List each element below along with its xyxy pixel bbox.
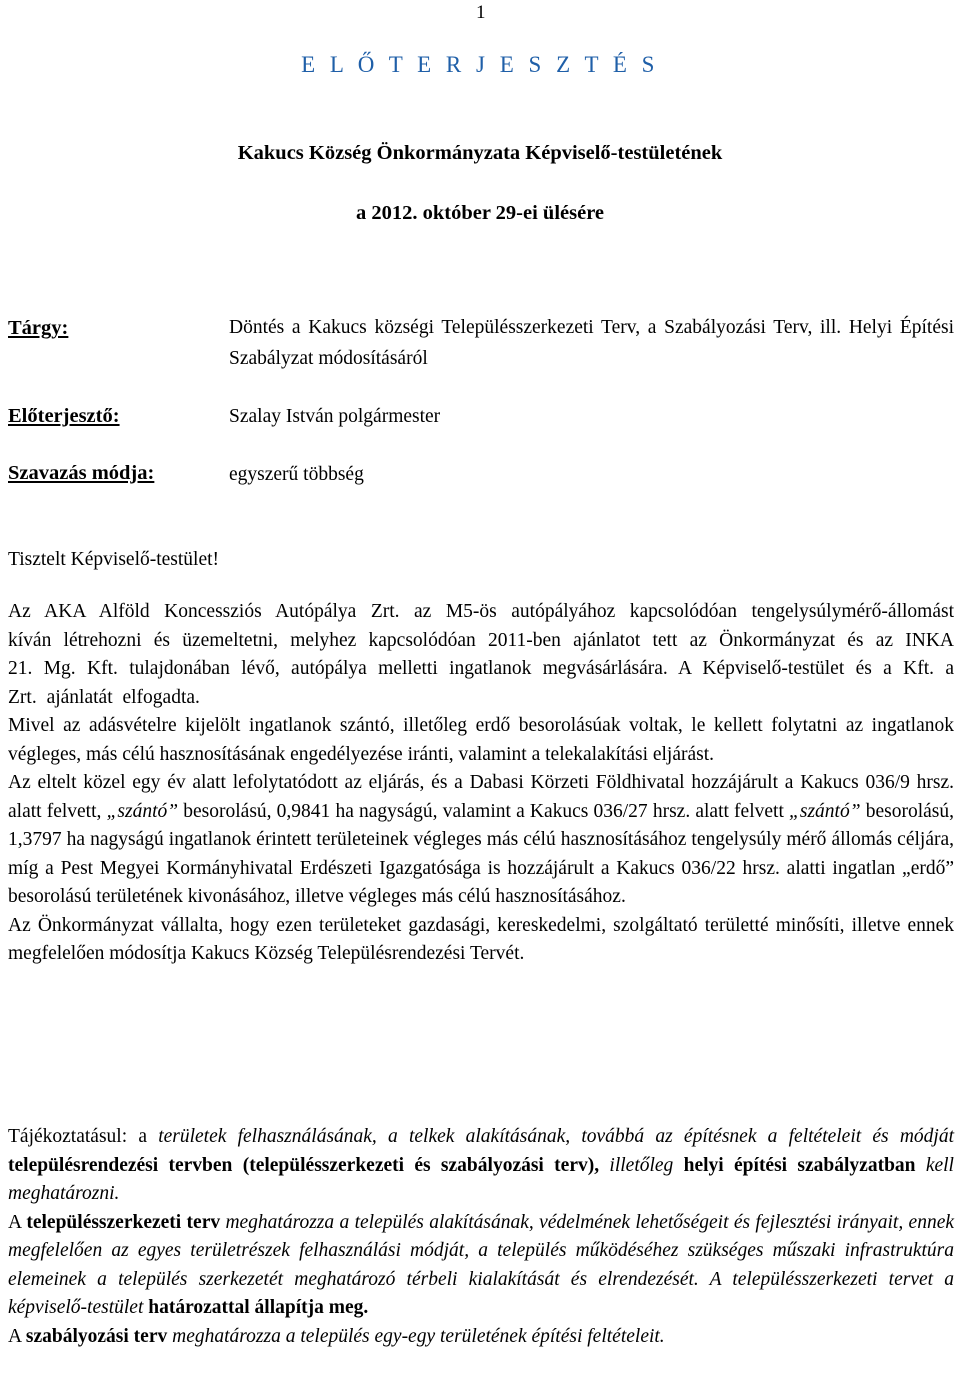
paragraph-approvals	[8, 769, 954, 912]
greeting: Tisztelt Képviselő-testület!	[8, 549, 220, 570]
approvals-quote-2: „szántó”	[789, 800, 861, 822]
paragraph-info-1	[8, 1123, 954, 1209]
paragraph-info-3	[8, 1323, 954, 1352]
presenter-label: Előterjesztő:	[8, 405, 120, 427]
info-3-a: A	[8, 1325, 26, 1347]
subject-value: Döntés a Kakucs községi Településszerkezeti Terv, a Szabályozási Terv, ill. Helyi Építési Szabályzat módosításáról	[229, 317, 954, 369]
info-2-c: meghatározza a település alakításának, védelmének lehetőségeit és fejlesztési irányait, ennek megfelelően az egyes területrészek felhasználási módját, a település működéséhez szükséges műszaki infrastruktúra elemeinek a település szerkezetét meghatározó térbeli kialakítását és elrendezését. A településszerkezeti tervet a képviselő-testület	[8, 1211, 954, 1318]
approvals-text-1: Az eltelt közel egy év alatt lefolytatódott az eljárás, és a Dabasi Körzeti Földhivatal hozzájárult a Kakucs 036/9 hrsz. alatt felvett,	[8, 772, 954, 822]
paragraph-info-2	[8, 1209, 954, 1323]
page-number: 1	[476, 2, 486, 23]
info-1-f: kell meghatározni.	[8, 1154, 954, 1204]
main-text	[8, 598, 954, 969]
info-2-a: A	[8, 1211, 27, 1233]
info-2-b: településszerkezeti terv	[26, 1211, 221, 1233]
info-1-b: területek felhasználásának, a telkek alakításának, továbbá az építésnek a feltételeit és módját	[158, 1126, 954, 1147]
paragraph-proposal: Az AKA Alföld Koncessziós Autópálya Zrt. az M5-ös autópályához kapcsolódóan tengelysúlymérő-állomást kíván létrehozni és üzemeltetni, melyhez kapcsolódóan 2011-ben ajánlatot tett az Önkormányzat és az INKA 21. Mg. Kft. tulajdonában lévő, autópálya melletti ingatlanok megvásárlására. A Képviselő-testület és a Kft. a Zrt. ajánlatát elfogadta.	[8, 601, 954, 708]
voting-method-label: Szavazás módja:	[8, 462, 155, 484]
paragraph-commitment: Az Önkormányzat vállalta, hogy ezen területeket gazdasági, kereskedelmi, szolgáltató területté minősíti, illetve ennek megfelelően módosítja Kakucs Község Településrendezési Tervét.	[8, 914, 954, 964]
document-subtitle-addressee: Kakucs Község Önkormányzata Képviselő-testületének	[237, 142, 723, 164]
info-2-d: határozattal állapítja meg.	[148, 1297, 369, 1318]
info-text	[8, 1123, 954, 1351]
voting-method-value: egyszerű többség	[229, 464, 364, 485]
info-1-d: illetőleg	[599, 1154, 684, 1176]
document-subtitle-meeting-date: a 2012. október 29-ei ülésére	[355, 202, 605, 224]
subject-label: Tárgy:	[8, 317, 69, 339]
info-1-a: Tájékoztatásul: a	[8, 1126, 159, 1147]
info-1-e: helyi építési szabályzatban	[683, 1154, 916, 1176]
paragraph-procedure: Mivel az adásvételre kijelölt ingatlanok szántó, illetőleg erdő besorolásúak voltak, le kellett folytatni az ingatlanok végleges, más célú hasznosításának engedélyezése iránti, valamint a telekalakítási eljárást.	[8, 715, 954, 765]
approvals-text-2: besorolású, 0,9841 ha nagyságú, valamint a Kakucs 036/27 hrsz. alatt felvett	[178, 800, 790, 822]
approvals-quote-1: „szántó”	[106, 800, 179, 822]
info-3-b: szabályozási terv	[25, 1325, 168, 1347]
approvals-text-3: besorolású, 1,3797 ha nagyságú ingatlanok érintett területeinek végleges más célú hasznosításához tengelysúly mérő állomás céljára, míg a Pest Megyei Kormányhivatal Erdészeti Igazgatósága is hozzájárult a Kakucs 036/22 hrsz. alatti ingatlan „erdő” besorolású területének kivonásához, illetve végleges más célú hasznosításához.	[8, 800, 955, 907]
info-1-c: településrendezési tervben (településszerkezeti és szabályozási terv),	[8, 1154, 600, 1176]
info-3-c: meghatározza a település egy-egy területének építési feltételeit.	[167, 1325, 665, 1347]
document-title: E L Ő T E R J E S Z T É S	[301, 52, 659, 77]
presenter-value: Szalay István polgármester	[229, 406, 441, 427]
